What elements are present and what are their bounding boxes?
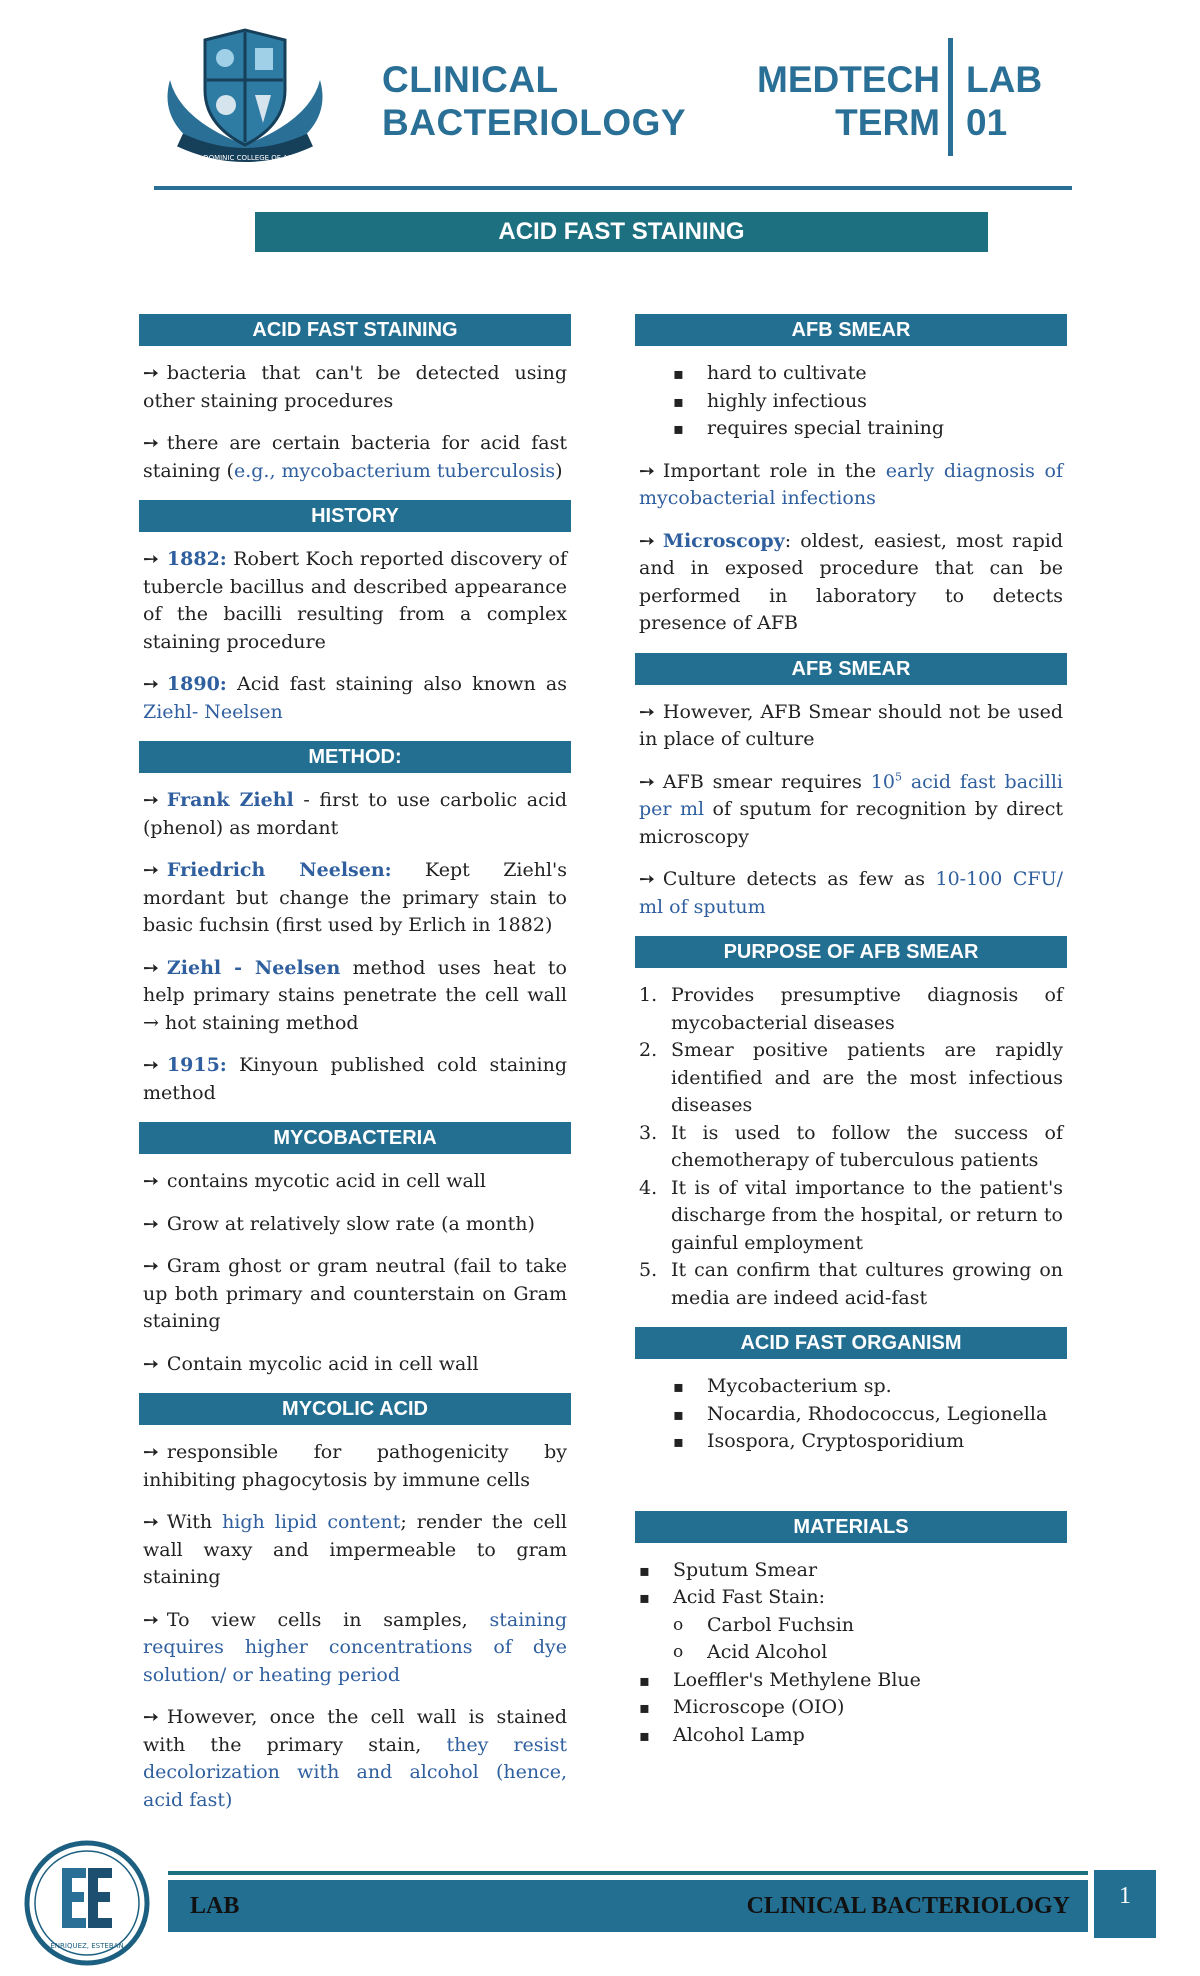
paragraph: ➙ AFB smear requires $10^5$ acid fast bacilli per ml of sputum for recognition by direct microscopy xyxy=(639,770,1063,848)
paragraph: ➙ there are certain bacteria for acid fast staining (e.g., mycobacterium tuberculosis) xyxy=(143,432,567,482)
arrow-icon: ➙ xyxy=(143,1352,159,1375)
arrow-icon: ➙ xyxy=(143,1706,159,1728)
left-column xyxy=(139,314,571,1829)
arrow-icon: ➙ xyxy=(639,529,655,552)
section-header-mycobacteria: MYCOBACTERIA xyxy=(139,1122,571,1154)
section-header-acid-fast-staining: ACID FAST STAINING xyxy=(139,314,571,346)
arrow-icon: ➙ xyxy=(143,362,159,384)
section-header-method: METHOD: xyxy=(139,741,571,773)
arrow-icon: ➙ xyxy=(143,548,159,570)
section-header-mycolic-acid: MYCOLIC ACID xyxy=(139,1393,571,1425)
page-title-banner: ACID FAST STAINING xyxy=(255,212,988,252)
course-title-line2: BACTERIOLOGY xyxy=(382,102,687,143)
section-header-acid-fast-organism: ACID FAST ORGANISM xyxy=(635,1327,1067,1359)
footer-course-title: CLINICAL BACTERIOLOGY xyxy=(746,1893,1070,1919)
arrow-icon: ➙ xyxy=(639,700,655,723)
arrow-icon: ➙ xyxy=(143,1441,159,1463)
list-item: ▪ requires special training xyxy=(635,415,1067,443)
sub-list-item: o Carbol Fuchsin xyxy=(635,1612,1067,1640)
term-label-line2: TERM xyxy=(835,102,940,143)
paragraph: ➙ Culture detects as few as 10-100 CFU/ ml of sputum xyxy=(639,868,1063,918)
sub-list-item: o Acid Alcohol xyxy=(635,1639,1067,1667)
materials-list xyxy=(635,1557,1067,1750)
arrow-icon: ➙ xyxy=(143,673,159,695)
list-item: ▪ Acid Fast Stain: xyxy=(635,1584,1067,1612)
paragraph: ➙ However, AFB Smear should not be used in place of culture xyxy=(639,700,1063,750)
right-column xyxy=(635,314,1067,1764)
footer-divider xyxy=(168,1871,1088,1875)
arrow-icon: ➙ xyxy=(639,868,655,890)
paragraph: ➙ Microscopy: oldest, easiest, most rapid and in exposed procedure that can be performed in laboratory to detects presence of AFB xyxy=(639,529,1063,634)
term-label-line1: MEDTECH xyxy=(757,59,940,100)
bullet-list xyxy=(635,360,1067,443)
school-seal-logo xyxy=(150,20,340,180)
list-item: ▪ Mycobacterium sp. xyxy=(635,1373,1067,1401)
course-title xyxy=(382,58,686,144)
arrow-icon: ➙ xyxy=(639,770,655,793)
page-number: 1 xyxy=(1094,1870,1156,1938)
paragraph: ➙ With high lipid content; render the cell wall waxy and impermeable to gram staining xyxy=(143,1511,567,1588)
list-item: ▪ hard to cultivate xyxy=(635,360,1067,388)
list-item: ▪ Loeffler's Methylene Blue xyxy=(635,1667,1067,1695)
arrow-icon: ➙ xyxy=(143,432,159,454)
list-item: ▪ Isospora, Cryptosporidium xyxy=(635,1428,1067,1456)
list-item: 2. Smear positive patients are rapidly identified and are the most infectious diseases xyxy=(639,1039,1063,1116)
numbered-list xyxy=(635,982,1063,1312)
paragraph: ➙ Contain mycolic acid in cell wall xyxy=(143,1352,479,1375)
arrow-icon: ➙ xyxy=(143,1255,159,1277)
paragraph: ➙ responsible for pathogenicity by inhibiting phagocytosis by immune cells xyxy=(143,1441,567,1491)
list-item: 1. Provides presumptive diagnosis of mycobacterial diseases xyxy=(639,984,1063,1034)
paragraph: ➙ To view cells in samples, staining requires higher concentrations of dye solution/ or heating period xyxy=(143,1608,567,1686)
arrow-icon: ➙ xyxy=(143,1212,159,1235)
list-item: ▪ Microscope (OIO) xyxy=(635,1694,1067,1722)
lab-label-line1: LAB xyxy=(966,59,1043,100)
paragraph: ➙ 1882: Robert Koch reported discovery of tubercle bacillus and described appearance of the bacilli resulting from a complex staining procedure xyxy=(143,548,567,653)
list-item: 4. It is of vital importance to the patient's discharge from the hospital, or return to gainful employment xyxy=(639,1176,1063,1254)
lab-label-line2: 01 xyxy=(966,102,1008,143)
section-header-purpose-of-afb-smear: PURPOSE OF AFB SMEAR xyxy=(635,936,1067,968)
list-item: 5. It can confirm that cultures growing on media are indeed acid-fast xyxy=(639,1259,1063,1309)
arrow-icon: ➙ xyxy=(143,1054,159,1076)
paragraph: ➙ contains mycotic acid in cell wall xyxy=(143,1170,486,1192)
badge-text: ENRIQUEZ, ESTEBAN xyxy=(50,1942,124,1950)
list-item: ▪ highly infectious xyxy=(635,388,1067,416)
header-separator xyxy=(948,38,953,156)
lab-label xyxy=(966,58,1042,144)
arrow-icon: ➙ xyxy=(143,859,159,881)
paragraph: ➙ Grow at relatively slow rate (a month) xyxy=(143,1212,535,1235)
paragraph: ➙ bacteria that can't be detected using other staining procedures xyxy=(143,362,567,412)
list-item: 3. It is used to follow the success of chemotherapy of tuberculous patients xyxy=(639,1121,1063,1171)
paragraph: ➙ 1915: Kinyoun published cold staining method xyxy=(143,1054,567,1104)
paragraph: ➙ Ziehl - Neelsen method uses heat to help primary stains penetrate the cell wall → hot staining method xyxy=(143,956,567,1034)
seal-text: ST. DOMINIC COLLEGE OF ASIA xyxy=(190,154,300,162)
list-item: ▪ Sputum Smear xyxy=(635,1557,1067,1585)
paragraph: ➙ Friedrich Neelsen: Kept Ziehl's mordant but change the primary stain to basic fuchsin (first used by Erlich in 1882) xyxy=(143,859,568,936)
section-header-afb-smear-2: AFB SMEAR xyxy=(635,653,1067,685)
section-header-materials: MATERIALS xyxy=(635,1511,1067,1543)
section-header-history: HISTORY xyxy=(139,500,571,532)
arrow-icon: ➙ xyxy=(143,1608,159,1631)
course-title-line1: CLINICAL xyxy=(382,59,559,100)
arrow-icon: ➙ xyxy=(143,1511,159,1533)
arrow-icon: ➙ xyxy=(143,1170,159,1192)
footer-left-label: LAB xyxy=(190,1893,240,1919)
arrow-icon: ➙ xyxy=(639,459,655,482)
term-label xyxy=(740,58,940,144)
author-badge-logo xyxy=(22,1838,152,1968)
paragraph: ➙ 1890: Acid fast staining also known as Ziehl- Neelsen xyxy=(143,673,567,723)
paragraph: ➙ However, once the cell wall is stained with the primary stain, they resist decolorization with and alcohol (hence, acid fast) xyxy=(143,1706,567,1811)
paragraph: ➙ Important role in the early diagnosis of mycobacterial infections xyxy=(639,459,1063,509)
paragraph: ➙ Gram ghost or gram neutral (fail to take up both primary and counterstain on Gram staining xyxy=(143,1255,567,1332)
header-divider xyxy=(154,186,1072,190)
list-item: ▪ Nocardia, Rhodococcus, Legionella xyxy=(635,1401,1067,1429)
list-item: ▪ Alcohol Lamp xyxy=(635,1722,1067,1750)
arrow-icon: ➙ xyxy=(143,956,159,979)
section-header-afb-smear: AFB SMEAR xyxy=(635,314,1067,346)
paragraph: ➙ Frank Ziehl - first to use carbolic acid (phenol) as mordant xyxy=(143,789,567,839)
bullet-list xyxy=(635,1373,1067,1456)
arrow-icon: ➙ xyxy=(143,789,159,811)
